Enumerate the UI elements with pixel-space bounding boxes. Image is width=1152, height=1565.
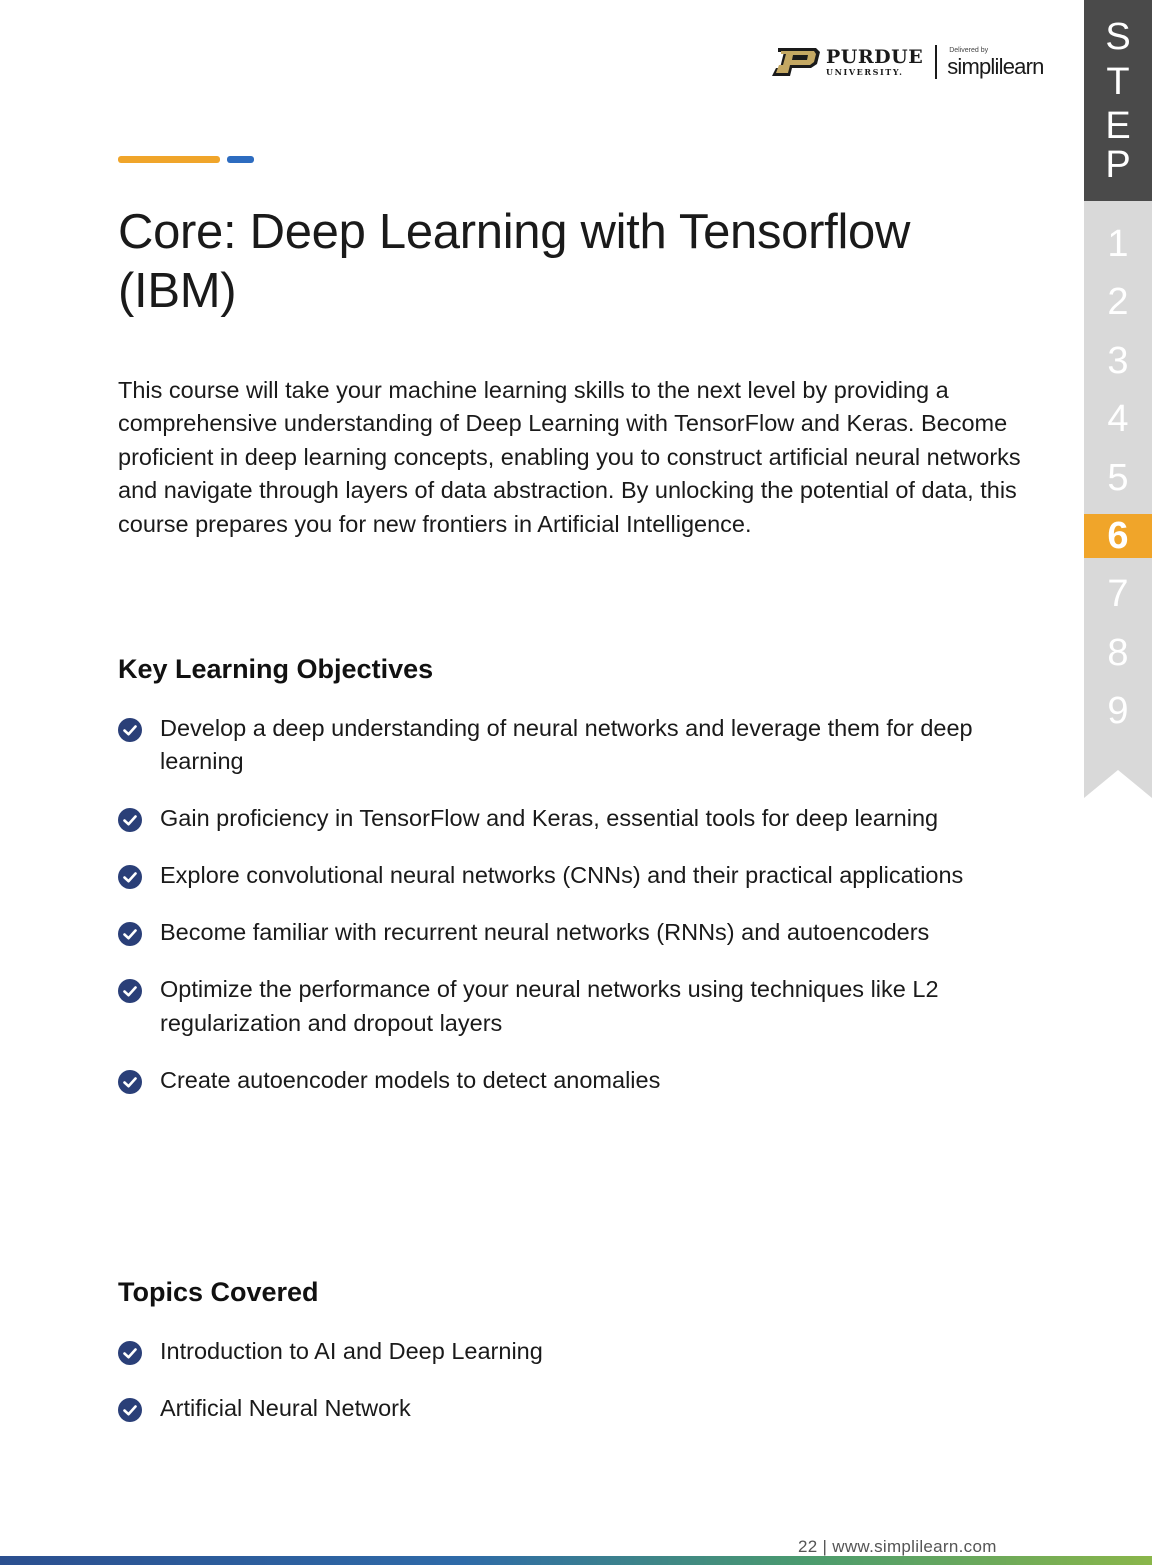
list-item [118, 1335, 1028, 1368]
topic-text: Artificial Neural Network [160, 1395, 411, 1421]
check-circle-icon [118, 808, 142, 832]
check-circle-icon [118, 865, 142, 889]
step-number: 1 [1107, 223, 1129, 265]
list-item [118, 1064, 1028, 1097]
objective-text: Become familiar with recurrent neural networks (RNNs) and autoencoders [160, 919, 930, 946]
check-circle-icon [118, 979, 142, 1003]
step-letter: T [1106, 61, 1130, 103]
course-description: This course will take your machine learning skills to the next level by providing a comprehensive understanding of Deep Learning with TensorFlow and Keras. Become proficient in deep learning concepts, enabling you to construct artificial neural networks and navigate through layers of data abstraction. By unlocking the potential of data, this course prepares you for new frontiers in Artificial Intelligence. [118, 377, 1021, 537]
step-number: 7 [1107, 573, 1129, 615]
topics-heading: Topics Covered [118, 1277, 319, 1307]
simplilearn-logo [947, 47, 1043, 78]
page-footer: 22 | www.simplilearn.com [798, 1537, 997, 1556]
step-number: 2 [1107, 281, 1129, 323]
step-number: 8 [1107, 632, 1129, 674]
list-item [118, 1392, 1028, 1425]
step-number: 3 [1107, 340, 1129, 382]
simplilearn-wordmark: simplilearn [947, 53, 1044, 79]
topic-text: Introduction to AI and Deep Learning [160, 1338, 543, 1364]
objective-text: Develop a deep understanding of neural networks and leverage them for deep learning [160, 715, 973, 775]
objective-text: Create autoencoder models to detect anomalies [160, 1066, 661, 1093]
step-number: 5 [1107, 457, 1129, 499]
delivered-by-label: Delivered by [949, 46, 989, 54]
logo-divider [935, 45, 937, 79]
step-letter: E [1105, 105, 1131, 147]
step-number: 9 [1107, 690, 1129, 732]
bottom-gradient-bar [0, 1556, 1152, 1565]
purdue-logo-icon [770, 46, 822, 78]
objective-text: Gain proficiency in TensorFlow and Keras, essential tools for deep learning [160, 805, 939, 832]
purdue-name: PURDUE [826, 46, 924, 68]
step-letter: P [1105, 144, 1131, 186]
purdue-subtitle: UNIVERSITY. [826, 67, 904, 77]
list-item [118, 859, 1028, 892]
check-circle-icon [118, 1070, 142, 1094]
step-letter: S [1105, 16, 1131, 58]
step-label [1084, 0, 1152, 201]
accent-bar-orange [118, 156, 220, 163]
topics-list [118, 1335, 1028, 1449]
step-sidebar [1084, 0, 1152, 800]
check-circle-icon [118, 922, 142, 946]
objectives-list [118, 712, 1028, 1121]
list-item [118, 973, 1028, 1040]
purdue-wordmark [826, 48, 923, 76]
list-item [118, 916, 1028, 949]
header-logos [770, 42, 1044, 82]
page-title: Core: Deep Learning with Tensorflow (IBM) [118, 205, 911, 318]
objective-text: Explore convolutional neural networks (CNNs) and their practical applications [160, 862, 964, 889]
list-item [118, 712, 1028, 779]
accent-bar-blue [227, 156, 254, 163]
step-number-active: 6 [1084, 514, 1152, 558]
list-item [118, 802, 1028, 835]
check-circle-icon [118, 718, 142, 742]
objective-text: Optimize the performance of your neural networks using techniques like L2 regularization and dropout layers [160, 976, 939, 1036]
check-circle-icon [118, 1341, 142, 1365]
step-number: 4 [1107, 398, 1129, 440]
objectives-heading: Key Learning Objectives [118, 654, 434, 684]
check-circle-icon [118, 1398, 142, 1422]
